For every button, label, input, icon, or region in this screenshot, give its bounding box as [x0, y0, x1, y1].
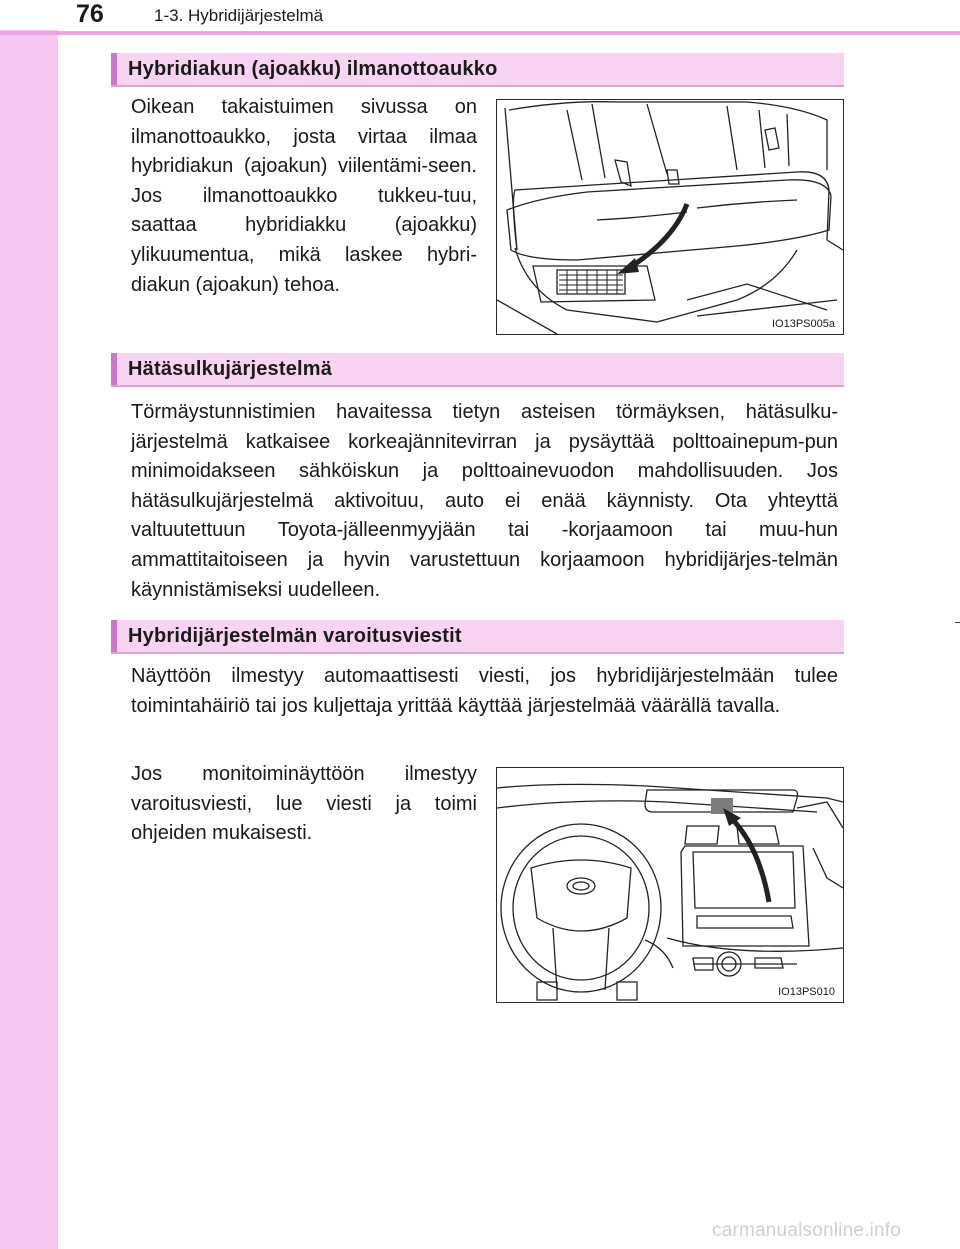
section-header-air-intake [111, 53, 844, 87]
rear-seat-figure [496, 99, 844, 335]
dashboard-figure [496, 767, 844, 1003]
section-title: Hätäsulkujärjestelmä [128, 358, 333, 380]
section-title: Hybridijärjestelmän varoitusviestit [128, 625, 462, 647]
page-number: 76 [76, 0, 104, 28]
section-title: Hybridiakun (ajoakku) ilmanottoaukko [128, 58, 498, 80]
watermark: carmanualsonline.info [712, 1220, 902, 1241]
page-margin-band [0, 0, 58, 1249]
dashboard-illustration [497, 768, 843, 1002]
section-header-emergency-shutoff [111, 353, 844, 387]
warning-messages-paragraph: Näyttöön ilmestyy automaattisesti viesti, jos hybridijärjestelmään tulee toimintahäiriö tai jos kuljettaja yrittää käyttää järjestelmää väärällä tavalla. [131, 665, 838, 717]
figure-code: IO13PS005a [772, 318, 835, 330]
edge-tick [955, 622, 960, 623]
air-intake-paragraph: Oikean takaistuimen sivussa on ilmanottoaukko, josta virtaa ilmaa hybridiakun (ajoakun) viilentämi-seen. Jos ilmanottoaukko tukkeu-tuu, saattaa hybridiakku (ajoakku) ylikuumentua, mikä laskee hybri-diakun (ajoakun) tehoa. [131, 96, 477, 296]
header-divider [0, 31, 960, 35]
chapter-title: 1-3. Hybridijärjestelmä [154, 6, 324, 25]
rear-seat-illustration [497, 100, 843, 334]
page-header-band [0, 0, 960, 30]
multi-info-display-paragraph: Jos monitoiminäyttöön ilmestyy varoitusviesti, lue viesti ja toimi ohjeiden mukaisesti. [131, 763, 477, 845]
section-header-warning-messages [111, 620, 844, 654]
emergency-shutoff-paragraph: Törmäystunnistimien havaitessa tietyn asteisen törmäyksen, hätäsulku-järjestelmä katkaisee korkeajännitevirran ja pysäyttää polttoainepum-pun minimoidakseen sähköiskun ja polttoainevuodon mahdollisuuden. Jos hätäsulkujärjestelmä aktivoituu, auto ei enää käynnisty. Ota yhteyttä valtuutettuun Toyota-jälleenmyyjään tai -korjaamoon tai muu-hun ammattitaitoiseen ja hyvin varustettuun korjaamoon hybridijärjes-telmän käynnistämiseksi uudelleen. [131, 401, 838, 601]
figure-code: IO13PS010 [778, 986, 835, 998]
